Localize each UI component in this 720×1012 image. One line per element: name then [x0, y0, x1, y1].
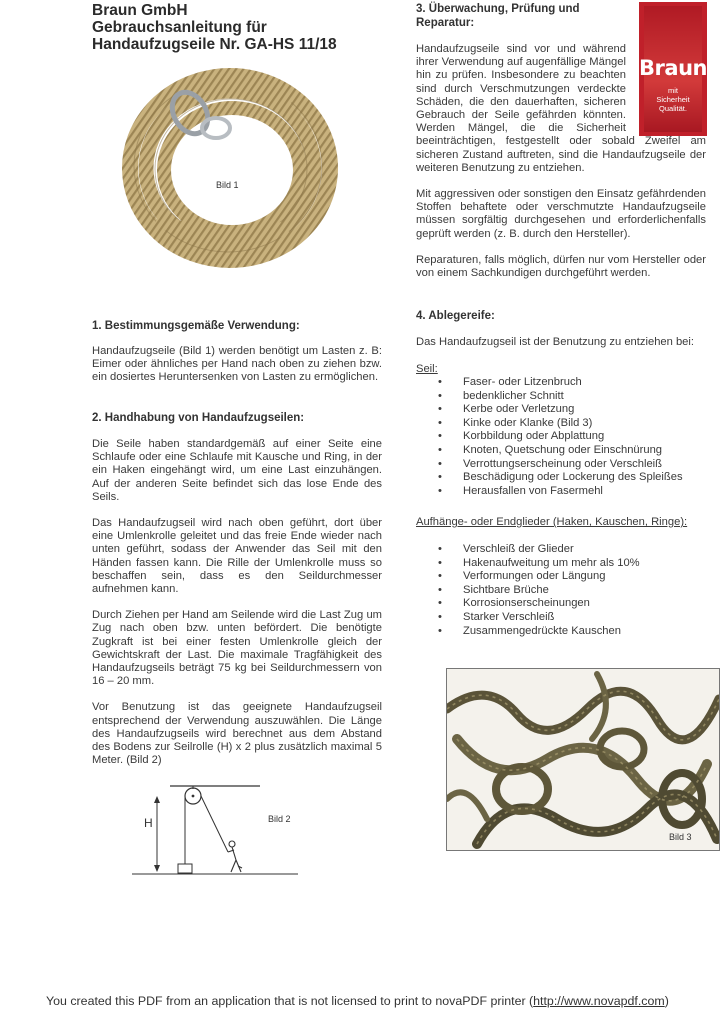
section-3-title-line-2: Reparatur: [416, 17, 475, 29]
logo-tag-2: Sicherheit [656, 95, 690, 104]
damaged-rope-photo [446, 668, 720, 851]
logo-spacer [626, 43, 706, 133]
aufhaenge-criteria-list [438, 543, 708, 638]
license-footer [46, 994, 669, 1008]
section-2-paragraph-1: Die Seile haben standardgemäß auf einer Seite eine Schlaufe oder eine Schlaufe mit Kausche und Ring, in der ein Haken eingehängt wird, um eine Last einzuhängen. Auf der anderen Seite befindet sich das lose Ende des Seils. [92, 438, 382, 503]
seil-label: Seil: [416, 363, 438, 375]
seil-criteria-list [438, 376, 708, 498]
list-item: • Verformungen oder Längung [438, 570, 708, 584]
list-item: • Kinke oder Klanke (Bild 3) [438, 417, 708, 431]
list-item: • Korbbildung oder Abplattung [438, 430, 708, 444]
list-item: • Herausfallen von Fasermehl [438, 485, 708, 499]
load-box-icon [178, 864, 192, 873]
title-line-1: Gebrauchsanleitung für [92, 19, 267, 36]
list-item: • bedenklicher Schnitt [438, 390, 708, 404]
section-3-paragraph-2: Mit aggressiven oder sonstigen den Einsatz gefährdenden Stoffen behaftete oder verschmutzte Handaufzugseile müssen sorgfältig durchgesehen und erforderlichenfalls geprüft werden (z. B. durch den Hersteller). [416, 188, 706, 240]
section-1-paragraph: Handaufzugseile (Bild 1) werden benötigt um Lasten z. B: Eimer oder ähnliches per Hand nach oben zu ziehen bzw. ein dosiertes Heruntersenken von Lasten zu ermöglichen. [92, 345, 382, 384]
title-line-2: Handaufzugseile Nr. GA-HS 11/18 [92, 36, 337, 53]
footer-close: ) [664, 994, 669, 1008]
list-item: • Knoten, Quetschung oder Einschnürung [438, 444, 708, 458]
section-4-title: 4. Ablegereife: [416, 310, 495, 322]
logo-brand: Braun [639, 56, 707, 80]
section-2-paragraph-4: Vor Benutzung ist das geeignete Handaufzugseil entsprechend der Verwendung auszuwählen. Die Länge des Handaufzugseils wird berechnet aus dem Abstand des Bodens zur Seilrolle (H) x 2 plus zusätzlich maximal 5 Meter. (Bild 2) [92, 701, 382, 767]
section-3-title-line-1: 3. Überwachung, Prüfung und [416, 3, 580, 15]
list-item: • Kerbe oder Verletzung [438, 403, 708, 417]
bild3-caption: Bild 3 [669, 832, 692, 842]
height-label: H [144, 816, 153, 830]
logo-tag-1: mit [668, 86, 678, 95]
rope-coil-image [118, 58, 343, 273]
footer-text: You created this PDF from an application that is not licensed to print to novaPDF printer ( [46, 994, 534, 1008]
pulley-diagram [130, 782, 305, 882]
person-pulling-icon [228, 841, 242, 872]
section-4-intro: Das Handaufzugseil ist der Benutzung zu entziehen bei: [416, 336, 694, 348]
document-header [92, 2, 337, 53]
section-2-paragraph-2: Das Handaufzugseil wird nach oben geführt, dort über eine Umlenkrolle geleitet und das freie Ende wieder nach unten geführt, sodass der Anwender das Seil mit den Händen fassen kann. Die Rille der Umlenkrolle muss so beschaffen sein, dass es den Seildurchmesser aufnehmen kann. [92, 517, 382, 596]
list-item: • Verschleiß der Glieder [438, 543, 708, 557]
bild2-caption: Bild 2 [268, 814, 291, 824]
logo-tag-3: Qualität. [659, 104, 687, 113]
list-item: • Hakenaufweitung um mehr als 10% [438, 557, 708, 571]
list-item: • Zusammengedrückte Kauschen [438, 625, 708, 639]
aufhaenge-label: Aufhänge- oder Endglieder (Haken, Kauschen, Ringe): [416, 516, 688, 528]
section-1-title: 1. Bestimmungsgemäße Verwendung: [92, 320, 300, 332]
section-2-body [92, 438, 382, 780]
section-2-paragraph-3: Durch Ziehen per Hand am Seilende wird die Last Zug um Zug nach oben bzw. unten befördert. Die benötigte Zugkraft ist bei einer festen Umlenkrolle gleich der Gewichtskraft der Last. Die maximale Tragfähigkeit des Handaufzugseils beträgt 75 kg bei Seildurchmessern von 16 – 20 mm. [92, 609, 382, 688]
section-3-paragraph-3: Reparaturen, falls möglich, dürfen nur vom Hersteller oder von einem Sachkundigen durchgeführt werden. [416, 253, 706, 280]
list-item: • Sichtbare Brüche [438, 584, 708, 598]
section-3-paragraph-1-text: Handaufzugseile sind vor und während ihrer Verwendung auf augenfällige Mängel hin zu prüfen. Insbesondere zu beachten sind durch Verschmutzungen verdeckte Schäden, die den dauerhaften, sicheren Gebrauch der Seile gefährden könnten. Werden Mängel, die die Sicherheit beeinträchtigen, festgestellt oder sobald Zweifel am sicheren Zustand auftreten, sind die Handaufzugseile der weiteren Benutzung zu entziehen. [416, 43, 706, 174]
list-item: • Verrottungserscheinung oder Verschleiß [438, 458, 708, 472]
list-item: • Faser- oder Litzenbruch [438, 376, 708, 390]
list-item: • Beschädigung oder Lockerung des Spleißes [438, 471, 708, 485]
bild1-caption: Bild 1 [216, 180, 239, 190]
section-3-paragraph-1 [416, 43, 706, 175]
section-2-title: 2. Handhabung von Handaufzugseilen: [92, 412, 305, 424]
company-name: Braun GmbH [92, 2, 188, 19]
section-3-body [416, 43, 706, 293]
list-item: • Korrosionserscheinungen [438, 597, 708, 611]
list-item: • Starker Verschleiß [438, 611, 708, 625]
section-3-title [416, 2, 580, 30]
section-1-body [92, 345, 382, 398]
novapdf-link[interactable]: http://www.novapdf.com [533, 994, 665, 1008]
